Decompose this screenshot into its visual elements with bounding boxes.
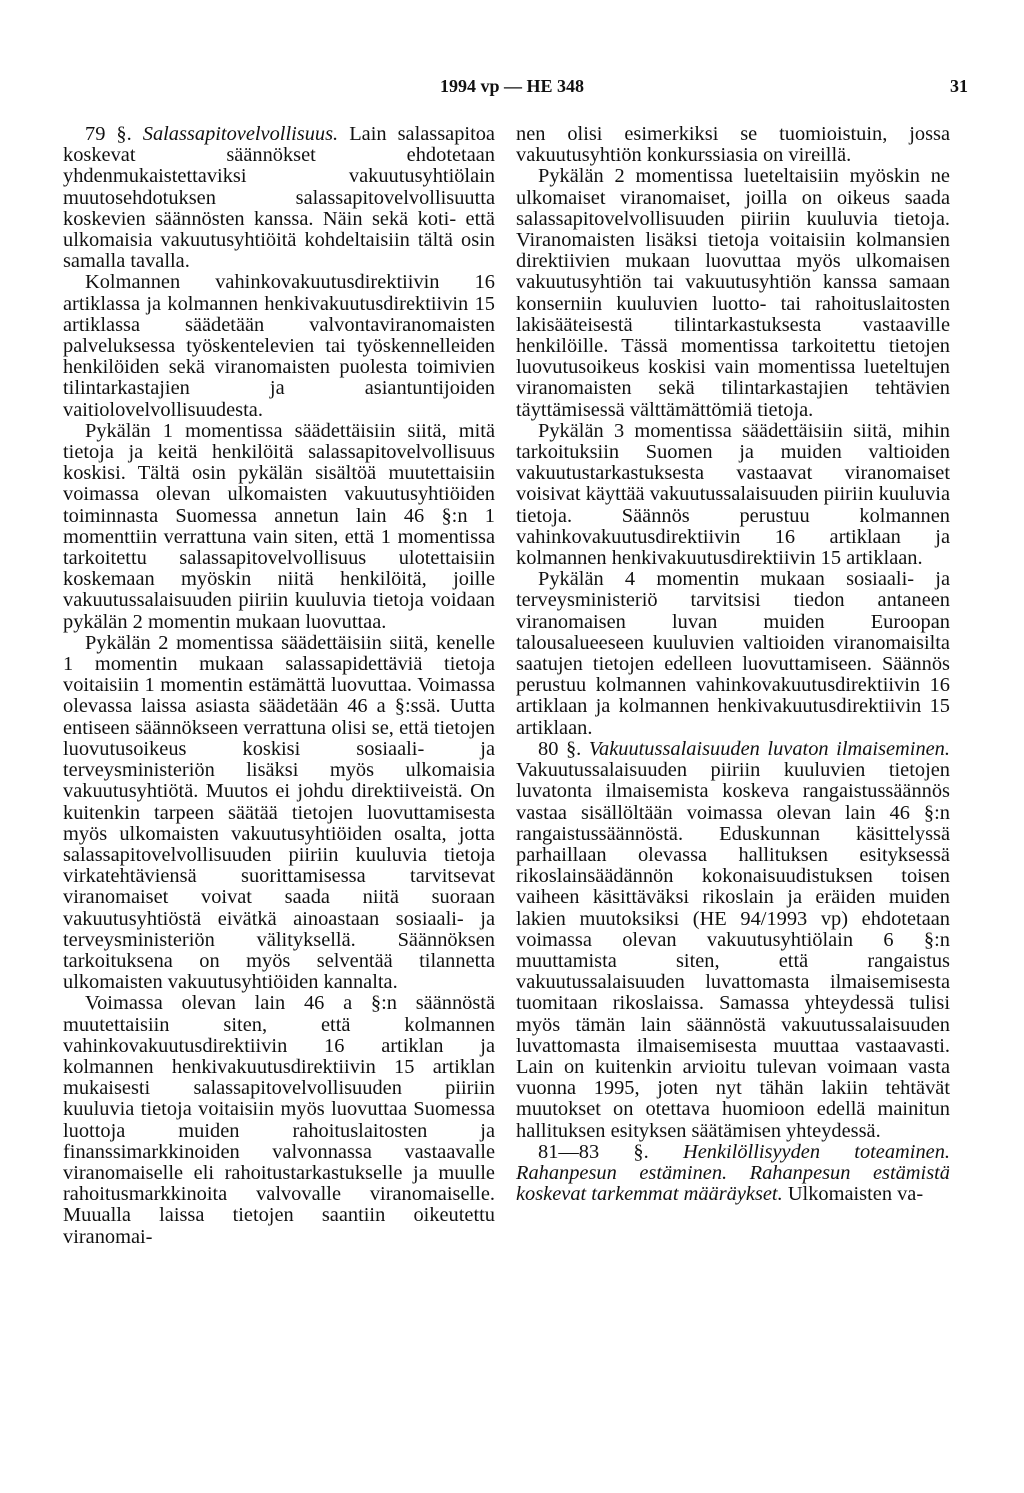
- paragraph: Pykälän 2 momentissa säädettäisiin siitä, kenelle 1 momentin mukaan salassapidettäviä tietoja voitaisiin 1 momentin estämättä luovuttaa. Voimassa olevassa laissa asiasta säädetään 46 a §:ssä. Uutta entiseen säännökseen verrattuna olisi se, että tietojen luovutusoikeus koskisi sosiaali- ja terveysministeriön lisäksi myös ulkomaisia vakuutusyhtiötä. Muutos ei johdu direktiiveistä. On kuitenkin tarpeen säätää tietojen luovuttamisesta myös ulkomaisten vakuutusyhtiöiden osalta, jotta salassapitovelvollisuuden piiriin kuuluvia tietoja virkatehtäviensä suorittamisessa tarvitsevat viranomaiset voivat saada niitä suoraan vakuutusyhtiöstä eivätkä ainoastaan sosiaali- ja terveysministeriön välityksellä. Säännöksen tarkoituksena on myös selventää tilannetta ulkomaisten vakuutusyhtiöiden kannalta.: [63, 631, 495, 994]
- paragraph: Pykälän 4 momentin mukaan sosiaali- ja terveysministeriö tarvitsisi tiedon antaneen viranomaisen luvan muiden Euroopan talousalueeseen kuuluvien valtioiden viranomaisilta saatujen tietojen edelleen luovuttamiseen. Säännös perustuu kolmannen vahinkovakuutusdirektiivin 16 artiklaan ja kolmannen henkivakuutusdirektiivin 15 artiklaan.: [516, 568, 950, 739]
- paragraph-text: Vakuutussalaisuuden piiriin kuuluvien tietojen luvatonta ilmaisemista koskeva rangaistussäännös vastaa sisällöltään voimassa olevan lain 46 §:n rangaistussäännöstä. Eduskunnan käsittelyssä parhaillaan olevassa hallituksen esityksessä rikoslainsäädännön kokonaisuudistuksen toisen vaiheen käsittäväksi rikoslain ja eräiden muiden lakien muutoksiksi (HE 94/1993 vp) ehdotetaan voimassa olevan vakuutusyhtiölain 6 §:n muuttamista siten, että rangaistus vakuutussalaisuuden luvattomasta ilmaisemisesta tuomitaan rikoslaissa. Samassa yhteydessä tulisi myös tämän lain säännöstä vakuutussalaisuuden luvattomasta ilmaisemisesta muuttaa vastaavasti. Lain on kuitenkin arvioitu tulevan voimaan vasta vuonna 1995, joten nyt tähän lakiin tehtävät muutokset on otettava huomioon edellä mainitun hallituksen esityksen säätämisen yhteydessä.: [516, 759, 950, 1142]
- paragraph: Pykälän 1 momentissa säädettäisiin siitä, mitä tietoja ja keitä henkilöitä salassapitovelvollisuus koskisi. Tältä osin pykälän sisältöä muutettaisiin voimassa olevan ulkomaisten vakuutusyhtiöiden toiminnasta Suomessa annetun lain 46 §:n 1 momenttiin verrattuna vain siten, että 1 momentissa tarkoitettu salassapitovelvollisuus ulotettaisiin koskemaan myöskin niitä henkilöitä, joille vakuutussalaisuuden piiriin kuuluvia tietoja voidaan pykälän 2 momentin mukaan luovuttaa.: [63, 419, 495, 633]
- paragraph-text: Lain salassapitoa koskevat säännökset ehdotetaan yhdenmukaistettaviksi vakuutusyhtiölain muutosehdotuksen salassapitovelvollisuutta koskevien säännösten kanssa. Näin sekä koti- että ulkomaisia vakuutusyhtiöitä kohdeltaisiin tältä osin samalla tavalla.: [63, 123, 495, 273]
- section-title: Vakuutussalaisuuden luvaton ilmaiseminen.: [588, 737, 950, 760]
- paragraph: Kolmannen vahinkovakuutusdirektiivin 16 artiklassa ja kolmannen henkivakuutusdirektiivin 15 artiklassa säädetään valvontaviranomaisten palveluksessa työskentelevien tai työskennelleiden henkilöiden sekä viranomaisten puolesta toimivien tilintarkastajien ja asiantuntijoiden vaitiolovelvollisuudesta.: [63, 271, 495, 421]
- paragraph: Pykälän 3 momentissa säädettäisiin siitä, mihin tarkoituksiin Suomen ja muiden valtioiden vakuutustarkastuksesta vastaavat viranomaiset voisivat käyttää vakuutussalaisuuden piiriin kuuluvia tietoja. Säännös perustuu kolmannen vahinkovakuutusdirektiivin 16 artiklaan ja kolmannen henkivakuutusdirektiivin 15 artiklaan.: [516, 419, 950, 570]
- section-number: 81—83 §.: [538, 1140, 649, 1163]
- paragraph: nen olisi esimerkiksi se tuomioistuin, jossa vakuutusyhtiön konkurssiasia on vireillä.: [516, 123, 950, 167]
- paragraph: [63, 124, 495, 272]
- paragraph-text: Ulkomaisten va-: [787, 1183, 924, 1206]
- section-title: Salassapitovelvollisuus.: [142, 123, 339, 145]
- page-number: 31: [950, 76, 968, 96]
- section-number: 79 §.: [85, 123, 132, 145]
- left-column: [63, 124, 495, 1248]
- right-column: [516, 124, 950, 1205]
- paragraph: Pykälän 2 momentissa lueteltaisiin myöskin ne ulkomaiset viranomaiset, joilla on oikeus saada salassapitovelvollisuuden piiriin kuuluvia tietoja. Viranomaisten lisäksi tietoja voitaisiin kolmansien direktiivien mukaan luovuttaa myös ulkomaisen vakuutusyhtiön tai vakuutusyhtiön kanssa samaan konserniin kuuluvien luotto- tai rahoituslaitosten lakisääteisestä tilintarkastuksesta vastaaville henkilöille. Tässä momentissa tarkoitettu tietojen luovutusoikeus koskisi vain momentissa lueteltujen viranomaisten sekä tilintarkastajien tehtävien täyttämisessä välttämättömiä tietoja.: [516, 165, 950, 421]
- paragraph: [516, 739, 950, 1142]
- running-header: 1994 vp — HE 348: [439, 76, 585, 96]
- section-number: 80 §.: [538, 737, 582, 760]
- paragraph: [516, 1142, 950, 1206]
- section-title: Henkilöllisyyden toteaminen. Rahanpesun estäminen. Rahanpesun estämistä koskevat tarkemmat määräykset.: [516, 1140, 950, 1206]
- paragraph: Voimassa olevan lain 46 a §:n säännöstä muutettaisiin siten, että kolmannen vahinkovakuutusdirektiivin 16 artiklan ja kolmannen henkivakuutusdirektiivin 15 artiklan mukaisesti salassapitovelvollisuuden piiriin kuuluvia tietoja voitaisiin myös luovuttaa Suomessa luottoja muiden rahoituslaitosten ja finanssimarkkinoiden valvonnassa vastaavalle viranomaiselle eli rahoitustarkastukselle ja muulle rahoitusmarkkinoita valvovalle viranomaiselle. Muualla laissa tietojen saantiin oikeutettu viranomai-: [63, 992, 495, 1248]
